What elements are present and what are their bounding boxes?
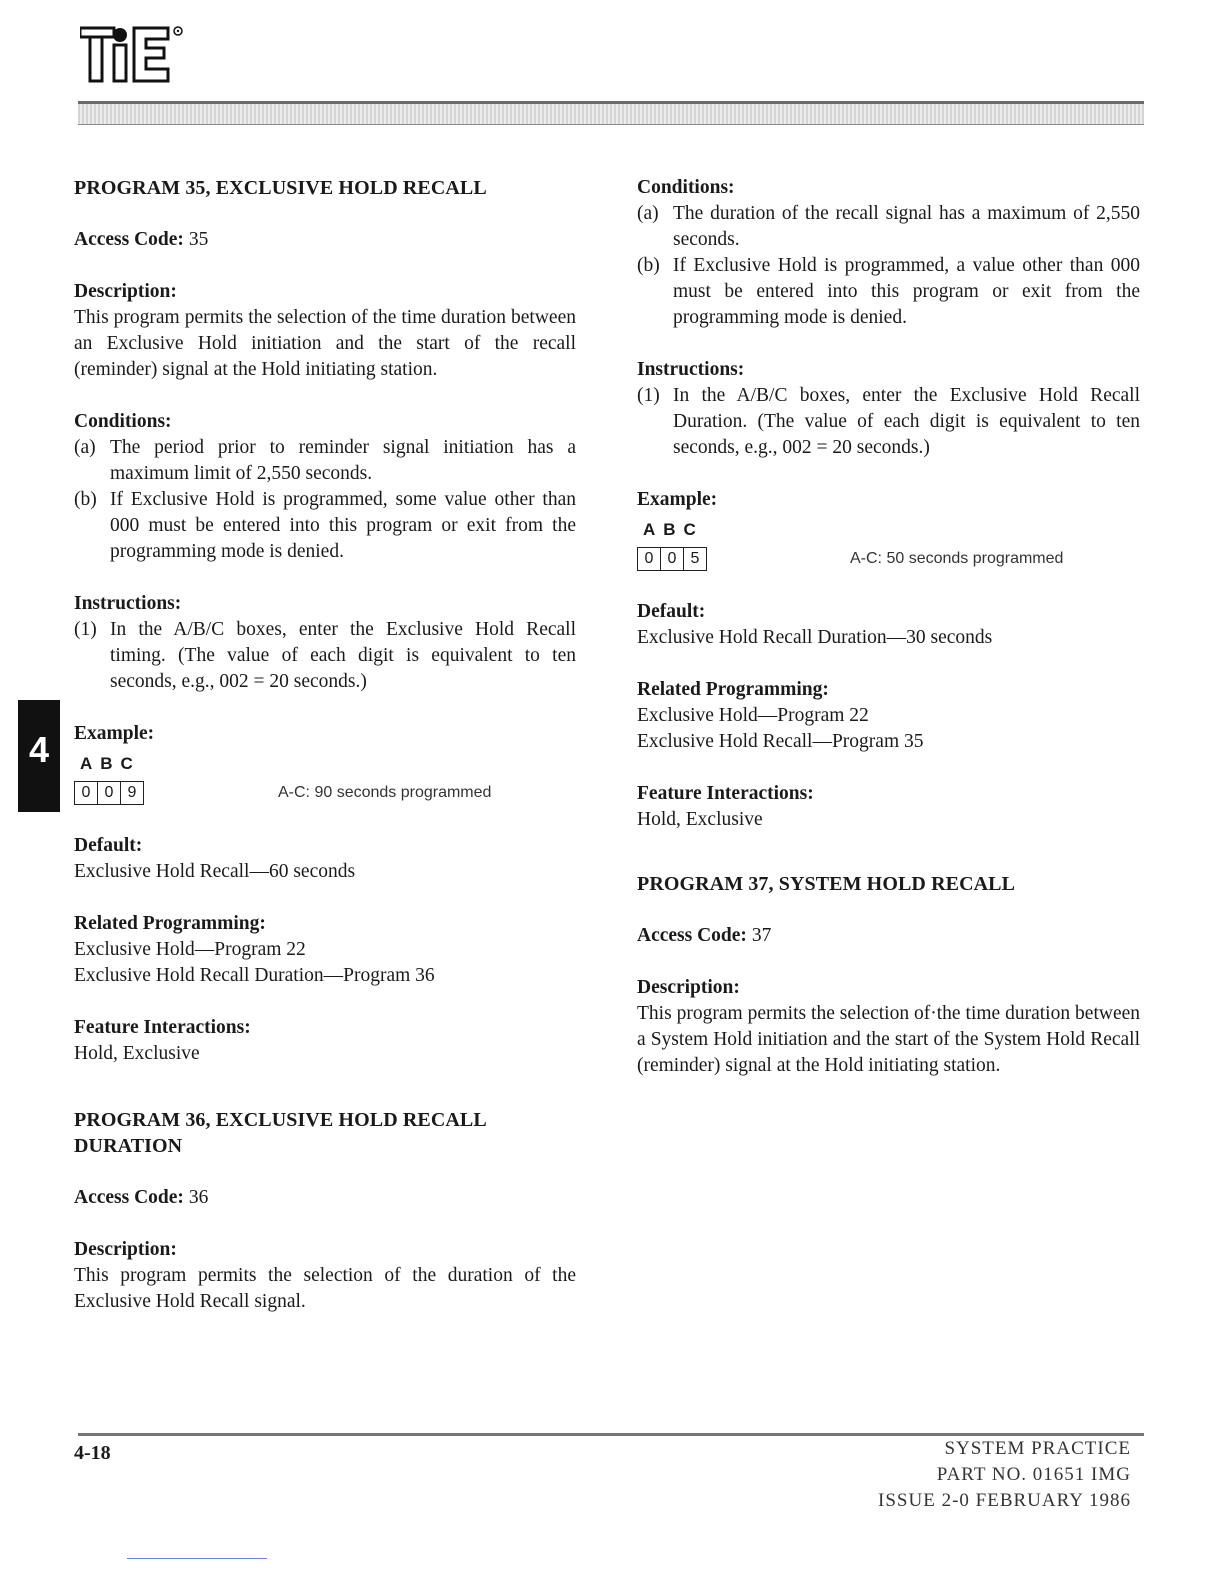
header-bar [78,101,1144,125]
program-35-example: Example: ABC 0 0 9 A-C: 90 seconds programmed [74,721,576,807]
digit-box-c: 5 [684,547,707,571]
example-note: A-C: 90 seconds programmed [278,784,492,801]
condition-item: (b) If Exclusive Hold is programmed, some value other than 000 must be entered into this program or exit from the programming mode is denied. [74,489,576,562]
digit-box-b: 0 [98,781,121,805]
page-number: 4-18 [74,1442,111,1464]
instruction-item: (1) In the A/B/C boxes, enter the Exclusive Hold Recall timing. (The value of each digit is equivalent to ten seconds, e.g., 002 = 20 seconds.) [74,619,576,692]
tie-logo [80,25,190,87]
example-digit-boxes [637,547,707,571]
program-35-description: Description: This program permits the selection of the time duration between an Exclusive Hold initiation and the start of the recall (reminder) signal at the Hold initiating station. [74,281,576,380]
program-37-title: PROGRAM 37, SYSTEM HOLD RECALL [637,873,1016,895]
program-36-description: Description: This program permits the selection of the duration of the Exclusive Hold Recall signal. [74,1239,576,1312]
program-35-instructions: Instructions: (1) In the A/B/C boxes, enter the Exclusive Hold Recall timing. (The value of each digit is equivalent to ten seconds, e.g., 002 = 20 seconds.) [74,591,576,695]
digit-box-a: 0 [637,547,661,571]
program-35-conditions: Conditions: (a) The period prior to reminder signal initiation has a maximum limit of 2,550 seconds. (b) If Exclusive Hold is programmed, some value other than 000 must be entered into this program or exit from the programming mode is denied. [74,409,576,565]
footer-part-number: PART NO. 01651 IMG [936,1464,1131,1485]
program-36-example: Example: ABC 0 0 5 A-C: 50 seconds programmed [637,487,1140,573]
program-36-conditions: Conditions: (a) The duration of the recall signal has a maximum of 2,550 seconds. (b) If Exclusive Hold is programmed, a value other than 000 must be entered into this program or exit from the programming mode is denied. [637,175,1140,331]
program-36-instructions: Instructions: (1) In the A/B/C boxes, enter the Exclusive Hold Recall Duration. (The value of each digit is equivalent to ten seconds, e.g., 002 = 20 seconds.) [637,357,1140,461]
example-digit-boxes [74,781,144,805]
condition-item: (b) If Exclusive Hold is programmed, a value other than 000 must be entered into this program or exit from the programming mode is denied. [637,255,1140,328]
left-column [74,175,576,1315]
program-36-access-code: Access Code: 36 [74,1187,209,1208]
program-36-feature-interactions: Feature Interactions: Hold, Exclusive [637,783,814,830]
digit-box-a: 0 [74,781,98,805]
instruction-item: (1) In the A/B/C boxes, enter the Exclusive Hold Recall Duration. (The value of each digit is equivalent to ten seconds, e.g., 002 = 20 seconds.) [637,385,1140,458]
program-37-description: Description: This program permits the selection of·the time duration between a System Hold initiation and the start of the System Hold Recall (reminder) signal at the Hold initiating station. [637,977,1140,1076]
program-35-access-code: Access Code: 35 [74,229,209,250]
example-note: A-C: 50 seconds programmed [850,550,1064,567]
example-abc-header: ABC [643,520,704,539]
right-column [637,175,1140,1079]
condition-item: (a) The duration of the recall signal has a maximum of 2,550 seconds. [637,203,1140,250]
section-tab: 4 [18,700,60,812]
footer-publication-info [878,1436,1131,1514]
program-35-feature-interactions: Feature Interactions: Hold, Exclusive [74,1017,251,1064]
program-36-default: Default: Exclusive Hold Recall Duration—30 seconds [637,601,993,648]
footer-system-practice: SYSTEM PRACTICE [944,1438,1131,1459]
digit-box-c: 9 [121,781,144,805]
link-underline [127,1558,267,1559]
program-37-access-code: Access Code: 37 [637,925,772,946]
program-36-related-programming: Related Programming: Exclusive Hold—Program 22 Exclusive Hold Recall—Program 35 [637,679,924,752]
program-35-related-programming: Related Programming: Exclusive Hold—Program 22 Exclusive Hold Recall Duration—Program 36 [74,913,435,986]
condition-item: (a) The period prior to reminder signal initiation has a maximum limit of 2,550 seconds. [74,437,576,484]
program-36-title: PROGRAM 36, EXCLUSIVE HOLD RECALL DURATION [74,1109,487,1157]
program-35-title: PROGRAM 35, EXCLUSIVE HOLD RECALL [74,177,487,199]
program-35-default: Default: Exclusive Hold Recall—60 seconds [74,835,356,882]
footer-issue: ISSUE 2-0 FEBRUARY 1986 [878,1490,1131,1511]
digit-box-b: 0 [661,547,684,571]
example-abc-header: ABC [80,754,141,773]
